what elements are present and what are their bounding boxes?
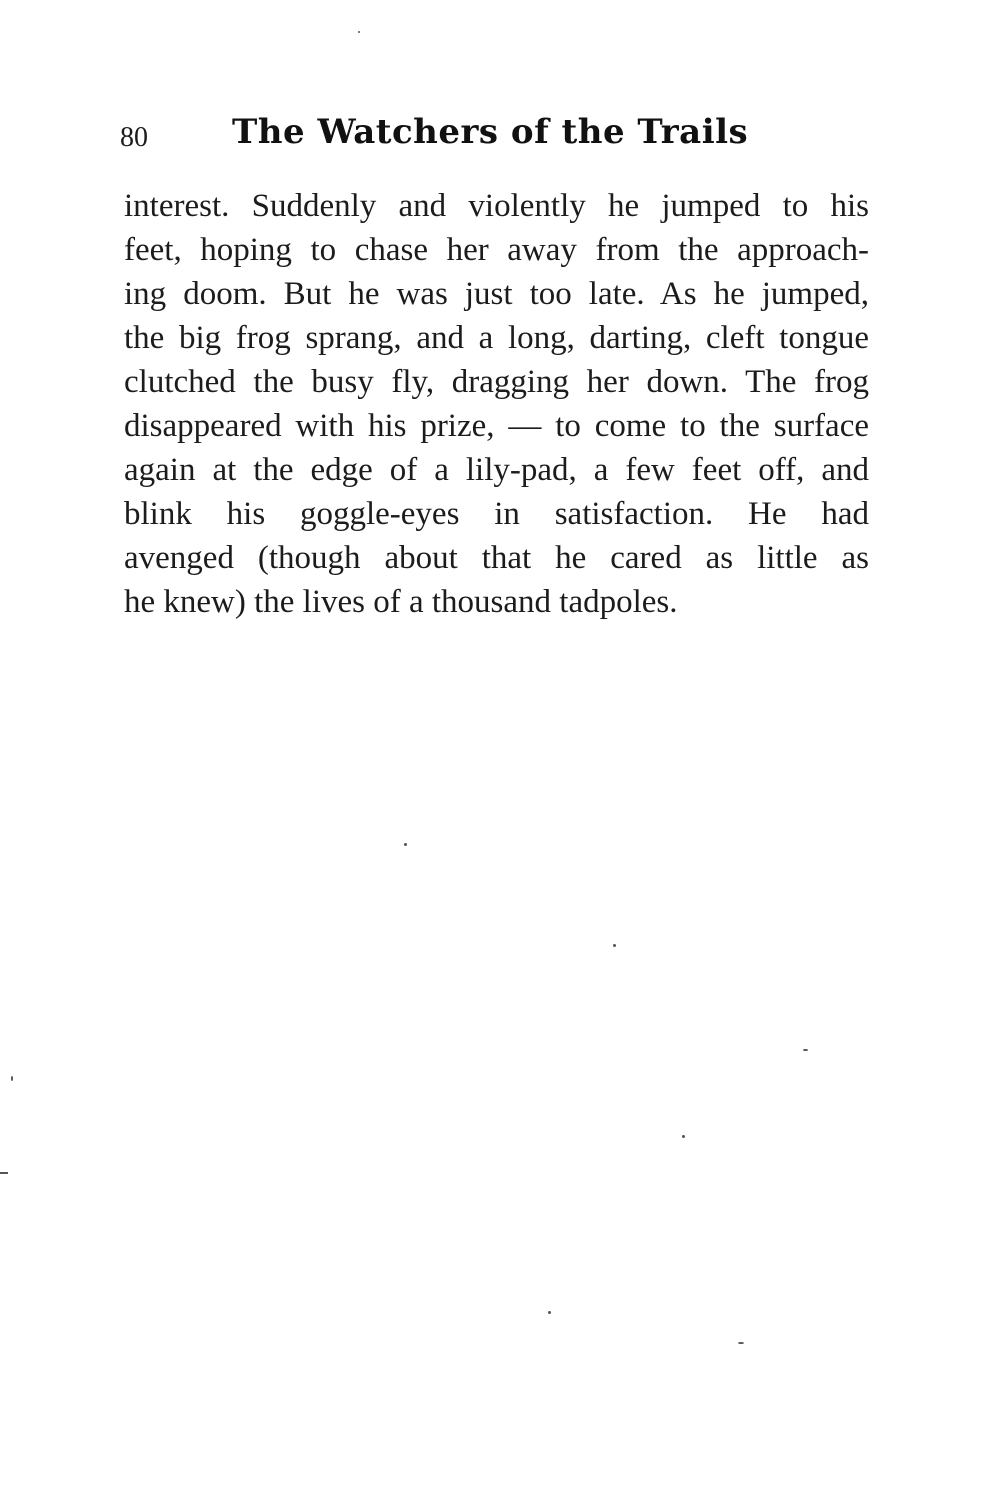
scan-speck — [358, 31, 360, 33]
scan-speck — [548, 1311, 551, 1314]
text-line: blink his goggle-eyes in satisfaction. He had — [124, 496, 869, 532]
page-number: 80 — [120, 122, 148, 153]
scan-speck — [682, 1135, 685, 1138]
scan-speck — [11, 1076, 13, 1081]
scan-speck — [404, 843, 407, 846]
body-paragraph — [124, 184, 869, 624]
running-title: The Watchers of the Trails — [232, 112, 749, 152]
text-line: ing doom. But he was just too late. As he jumped, — [124, 276, 869, 312]
text-line: disappeared with his prize, — to come to the surface — [124, 408, 869, 444]
scan-speck — [738, 1342, 744, 1344]
scan-speck — [613, 944, 616, 947]
running-head — [120, 112, 760, 162]
text-line: avenged (though about that he cared as little as — [124, 540, 869, 576]
text-line: clutched the busy fly, dragging her down. The frog — [124, 364, 869, 400]
text-line: the big frog sprang, and a long, darting, cleft tongue — [124, 320, 869, 356]
scan-speck — [803, 1049, 808, 1051]
text-line: interest. Suddenly and violently he jumped to his — [124, 188, 869, 224]
text-line: feet, hoping to chase her away from the approach- — [124, 232, 869, 268]
scan-speck — [0, 1172, 8, 1174]
text-line: again at the edge of a lily-pad, a few feet off, and — [124, 452, 869, 488]
text-line: he knew) the lives of a thousand tadpoles. — [124, 584, 678, 620]
